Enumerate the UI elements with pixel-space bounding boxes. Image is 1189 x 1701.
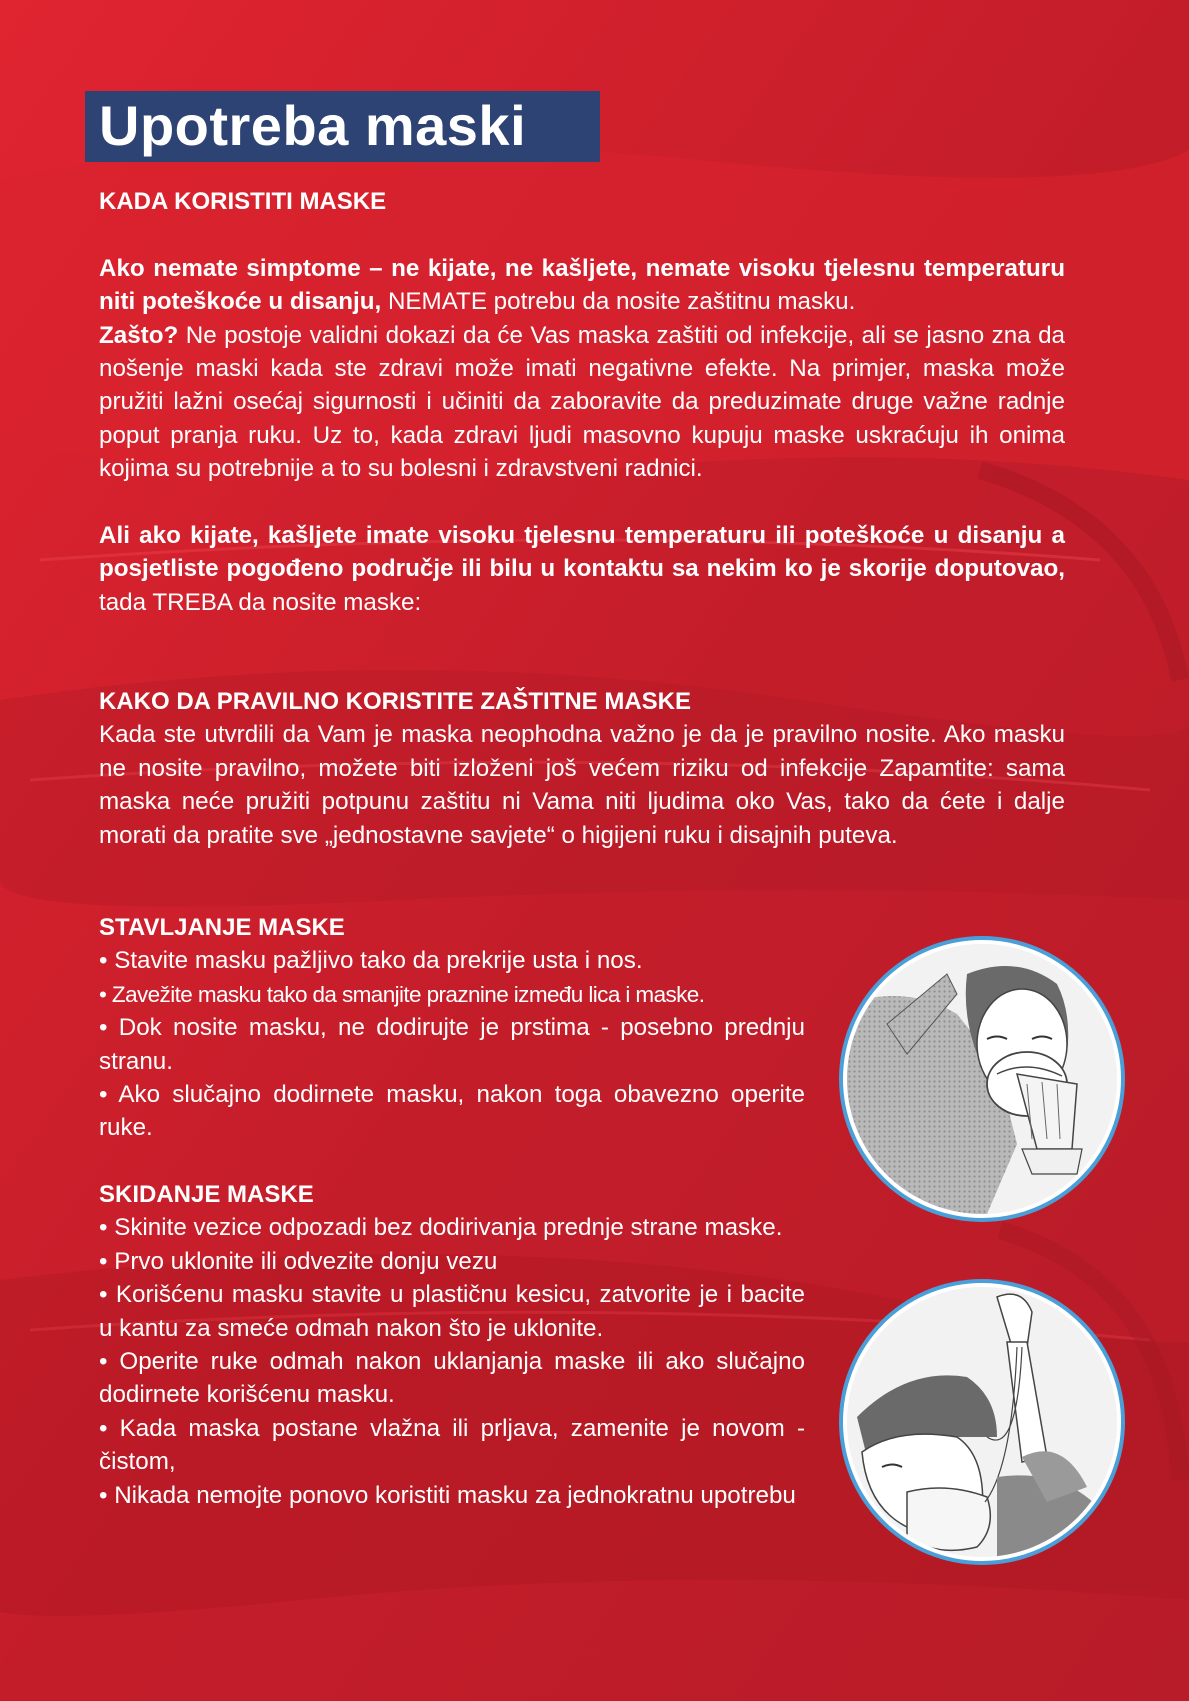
taking-off-mask-illustration <box>843 1283 1121 1561</box>
list-item: • Skinite vezice odpozadi bez dodirivanja prednje strane maske. <box>99 1214 783 1242</box>
list-item: • Korišćenu masku stavite u plastičnu kesicu, zatvorite je i bacite u kantu za smeće odmah nakon što je uklonite. <box>99 1281 805 1342</box>
list-item: • Dok nosite masku, ne dodirujte je prstima - posebno prednju stranu. <box>99 1014 805 1075</box>
list-item: • Prvo uklonite ili odvezite donju vezu <box>99 1247 498 1275</box>
title-banner <box>85 91 600 162</box>
putting-on-mask-illustration <box>843 940 1121 1218</box>
section-heading: STAVLJANJE MASKE <box>99 914 345 941</box>
section-how-to-use <box>99 685 1065 852</box>
section-taking-off <box>99 1178 805 1512</box>
paragraph: Zašto? Ne postoje validni dokazi da će Vas maska zaštiti od infekcije, ali se jasno zna da nošenje maski kada ste zdravi može imati negativne efekte. Na primjer, maska može pružiti lažni osećaj sigurnosti i učiniti da zaboravite da preduzimate druge važne radnje poput pranja ruku. Uz to, kada zdravi ljudi masovno kupuju maske uskraćuju ih onima kojima su potrebnije a to su bolesni i zdravstveni radnici. <box>99 321 1065 483</box>
list-item: • Ako slučajno dodirnete masku, nakon toga obavezno operite ruke. <box>99 1081 805 1142</box>
section-heading: KADA KORISTITI MASKE <box>99 188 387 215</box>
section-putting-on <box>99 911 805 1145</box>
list-item: • Zavežite masku tako da smanjite praznine između lica i maske. <box>99 981 705 1007</box>
list-item: • Operite ruke odmah nakon uklanjanja maske ili ako slučajno dodirnete korišćenu masku. <box>99 1348 805 1409</box>
section-when-to-use <box>99 185 1065 619</box>
paragraph: Ali ako kijate, kašljete imate visoku tjelesnu temperaturu ili poteškoće u disanju a posjetliste pogođeno područje ili bilu u kontaktu sa nekim ko je skorije doputovao, tada TREBA da nosite maske: <box>99 522 1065 616</box>
section-heading: SKIDANJE MASKE <box>99 1181 314 1208</box>
page-title: Upotreba maski <box>99 94 527 157</box>
list-item: • Kada maska postane vlažna ili prljava, zamenite je novom - čistom, <box>99 1414 805 1476</box>
paragraph: Ako nemate simptome – ne kijate, ne kašljete, nemate visoku tjelesnu temperaturu niti poteškoće u disanju, NEMATE potrebu da nosite zaštitnu masku. <box>99 254 1065 316</box>
paragraph: Kada ste utvrdili da Vam je maska neophodna važno je da je pravilno nosite. Ako masku ne nosite pravilno, možete biti izloženi još većem riziku od infekcije Zapamtite: sama maska neće pružiti potpunu zaštitu ni Vama niti ljudima oko Vas, tako da ćete i dalje morati da pratite sve „jednostavne savjete“ o higijeni ruku i disajnih puteva. <box>99 721 1065 849</box>
list-item: • Nikada nemojte ponovo koristiti masku za jednokratnu upotrebu <box>99 1481 796 1509</box>
list-item: • Stavite masku pažljivo tako da prekrije usta i nos. <box>99 947 643 975</box>
section-heading: KAKO DA PRAVILNO KORISTITE ZAŠTITNE MASKE <box>99 688 692 715</box>
